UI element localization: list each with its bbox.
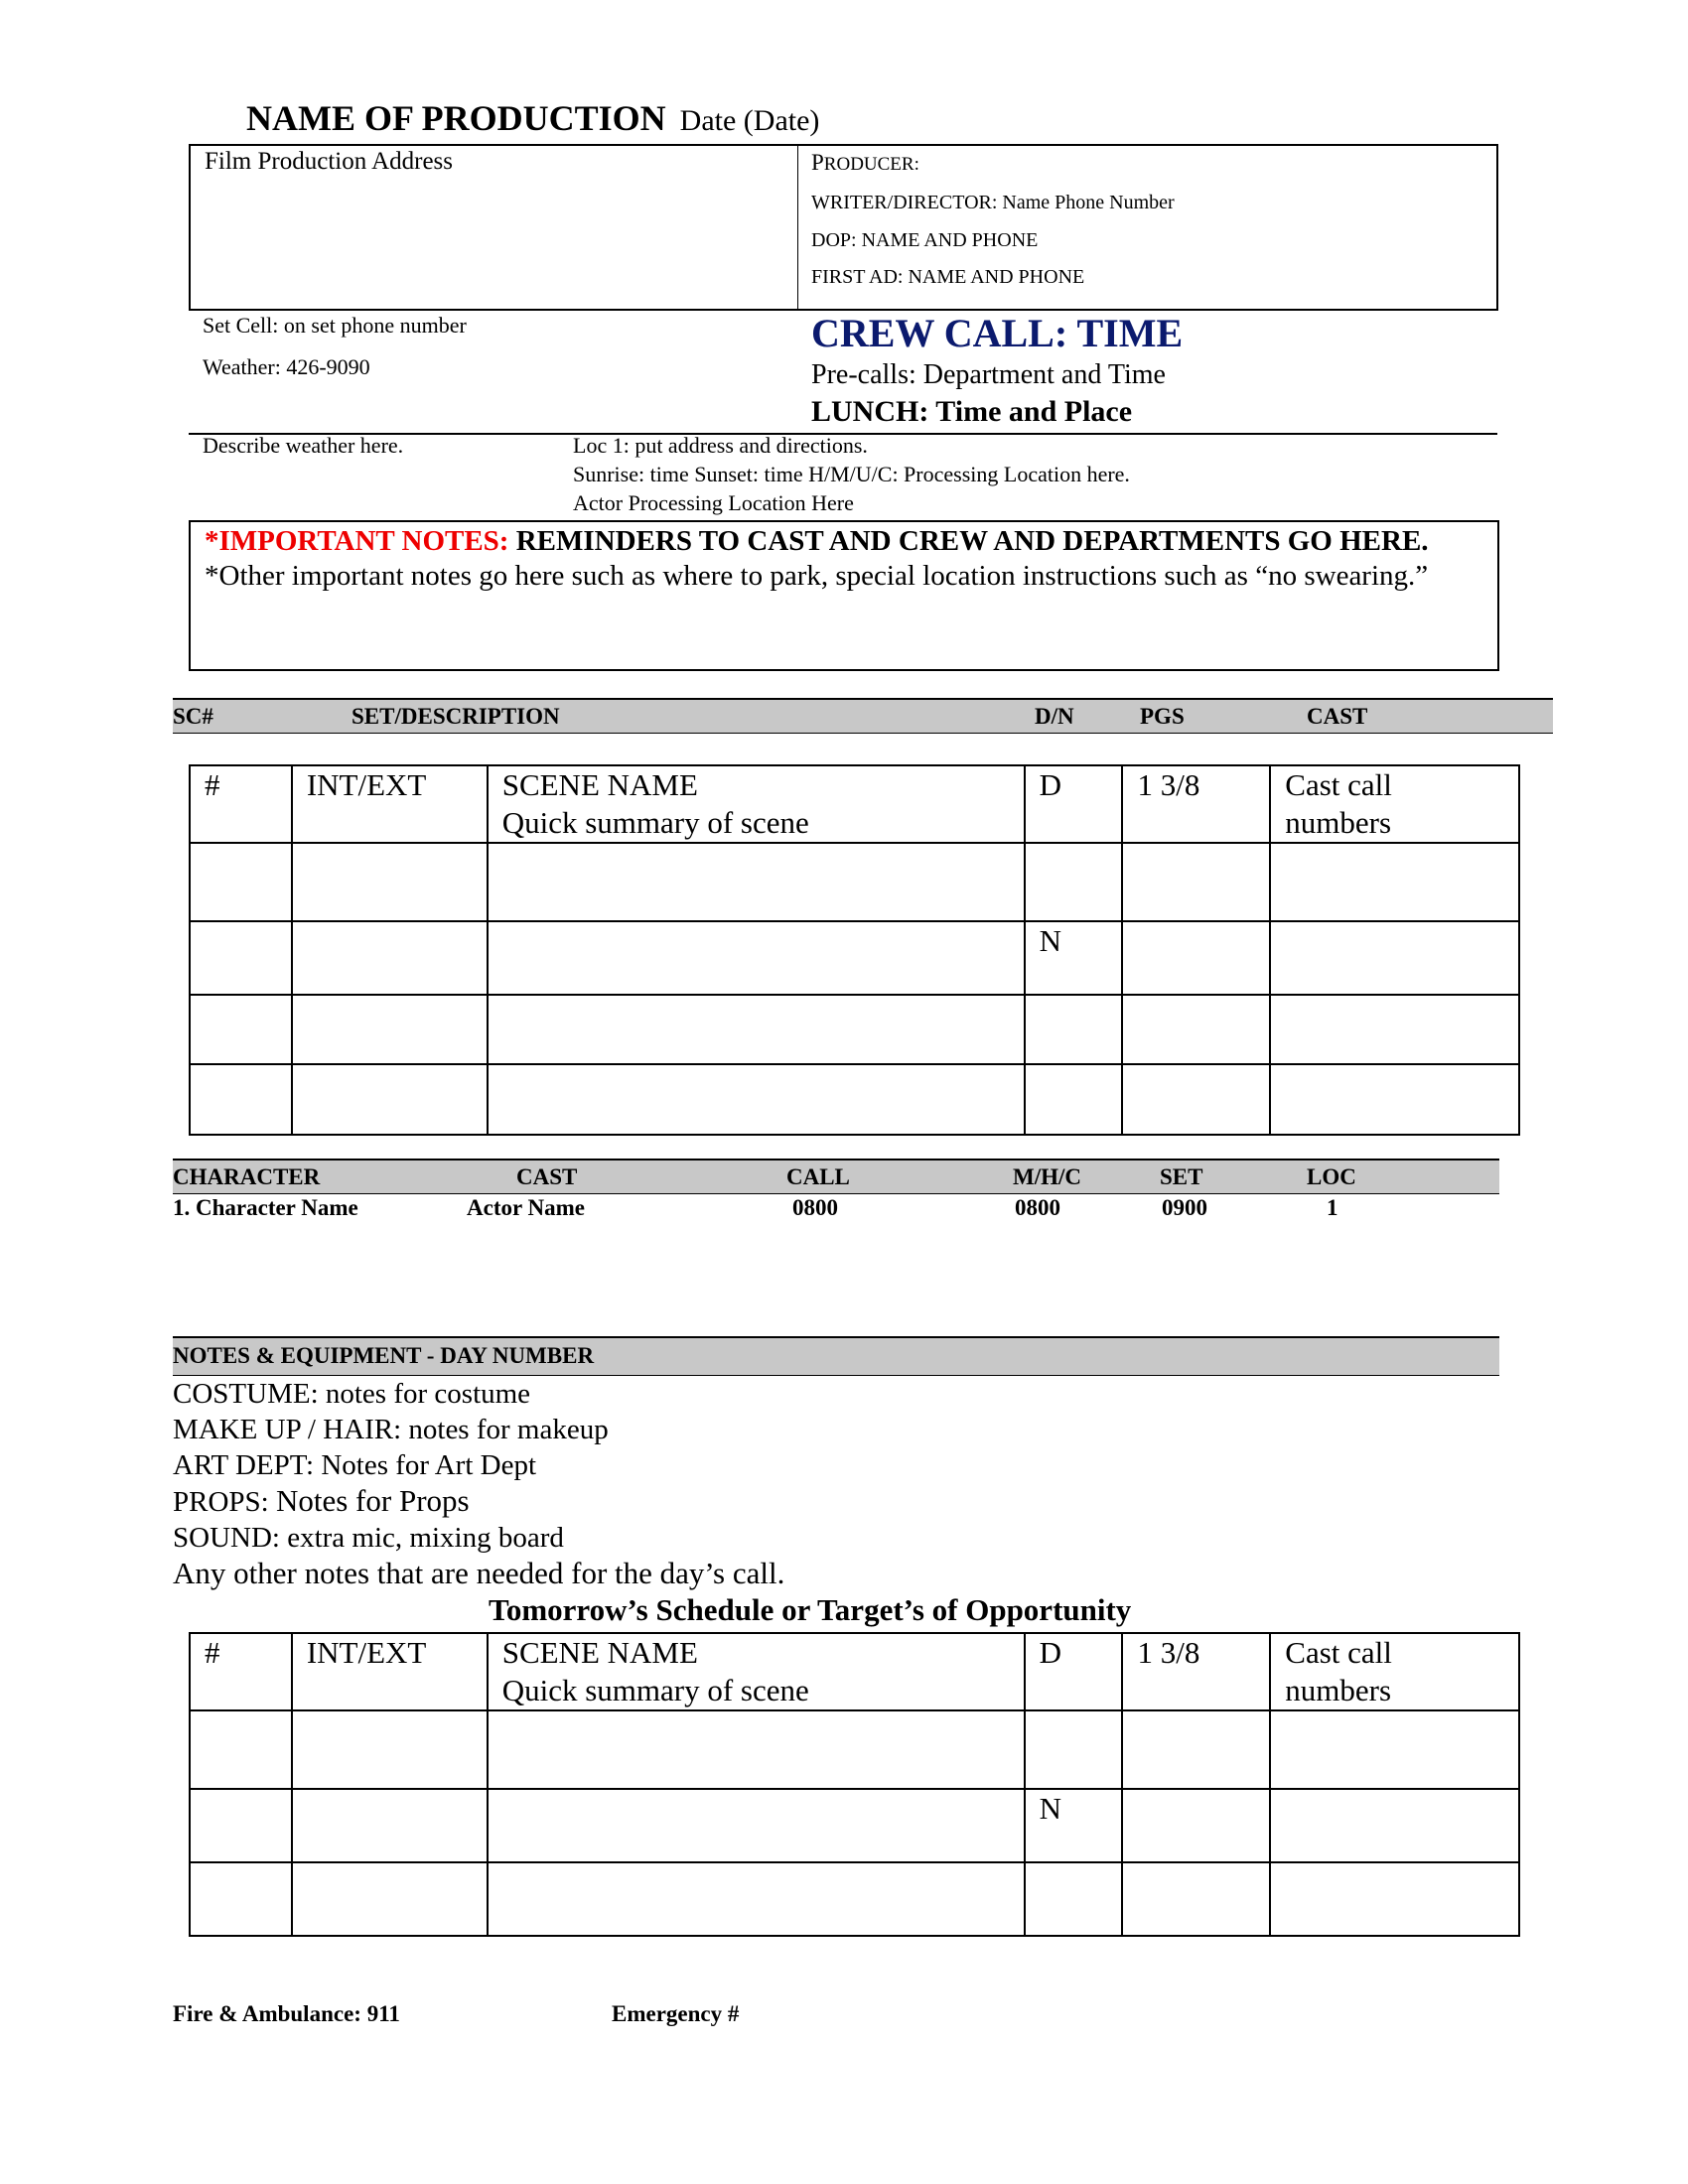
location-1: Loc 1: put address and directions. [573, 433, 868, 458]
props-notes [173, 1483, 470, 1519]
header-loc: LOC [1307, 1164, 1356, 1189]
scene-header-bar [173, 698, 1553, 734]
scene-day-night: D [1025, 765, 1123, 843]
table-row [190, 995, 1519, 1064]
mhc-time: 0800 [1015, 1195, 1060, 1220]
table-row [190, 921, 1519, 995]
scene-day-night: D [1025, 1633, 1123, 1710]
call-time: 0800 [792, 1195, 838, 1220]
header-character: CHARACTER [173, 1164, 321, 1189]
header-divider [797, 146, 798, 309]
scene-number: # [190, 1633, 292, 1710]
scene-day-night: N [1025, 921, 1123, 995]
emergency-number: Emergency # [612, 2001, 740, 2026]
location-number: 1 [1327, 1195, 1338, 1220]
weather-description: Describe weather here. [203, 433, 404, 458]
reminders-text: REMINDERS TO CAST AND CREW AND DEPARTMENTS GO HERE. [508, 525, 1429, 557]
props-value: Notes for Props [275, 1483, 470, 1518]
character-name: 1. Character Name [173, 1195, 358, 1220]
scene-number: # [190, 765, 292, 843]
production-info-box [189, 144, 1498, 311]
cast-numbers-line: numbers [1285, 805, 1392, 840]
table-row [190, 765, 1519, 843]
cast-row [173, 1195, 1499, 1225]
sound-notes: SOUND: extra mic, mixing board [173, 1522, 564, 1554]
props-label: PROPS: [173, 1486, 276, 1518]
scene-name: SCENE NAME [501, 767, 698, 802]
production-address: Film Production Address [205, 148, 454, 175]
header-dn: D/N [1035, 704, 1074, 729]
table-row [190, 843, 1519, 921]
table-row [190, 1789, 1519, 1862]
scene-pages: 1 3/8 [1122, 1633, 1270, 1710]
scene-summary: Quick summary of scene [501, 1673, 809, 1707]
scene-pages: 1 3/8 [1122, 765, 1270, 843]
cast-header-bar [173, 1159, 1499, 1194]
header-cast: CAST [1307, 704, 1368, 729]
actor-name: Actor Name [467, 1195, 585, 1220]
cast-call-line: Cast call [1285, 767, 1392, 802]
header-set-description: SET/DESCRIPTION [352, 704, 560, 729]
header-set: SET [1160, 1164, 1203, 1189]
weather-phone: Weather: 426-9090 [203, 354, 370, 379]
header-call: CALL [786, 1164, 850, 1189]
important-reminders [205, 524, 1483, 559]
table-row [190, 1064, 1519, 1135]
cast-numbers-line: numbers [1285, 1673, 1392, 1707]
production-name: NAME OF PRODUCTION [246, 98, 666, 138]
notes-header: NOTES & EQUIPMENT - DAY NUMBER [173, 1343, 595, 1368]
table-row [190, 1862, 1519, 1936]
header-sc: SC# [173, 704, 213, 729]
dop: DOP: NAME AND PHONE [811, 229, 1039, 251]
production-date: Date (Date) [679, 104, 820, 137]
scene-int-ext: INT/EXT [292, 1633, 488, 1710]
scene-cast-cell [1270, 765, 1519, 843]
pre-calls: Pre-calls: Department and Time [811, 359, 1166, 390]
lunch-info: LUNCH: Time and Place [811, 395, 1133, 428]
other-important-notes: *Other important notes go here such as where to park, special location instructions such as “no swearing.” [205, 560, 1429, 592]
header-pgs: PGS [1140, 704, 1185, 729]
scene-int-ext: INT/EXT [292, 765, 488, 843]
makeup-notes: MAKE UP / HAIR: notes for makeup [173, 1414, 609, 1445]
table-row [190, 1710, 1519, 1789]
scene-name: SCENE NAME [501, 1635, 698, 1670]
notes-header-bar [173, 1336, 1499, 1376]
sun-times: Sunrise: time Sunset: time H/M/U/C: Processing Location here. [573, 462, 1130, 486]
producer-label: PRODUCER: [811, 150, 919, 175]
set-time: 0900 [1162, 1195, 1207, 1220]
production-title [246, 97, 819, 139]
header-cast: CAST [516, 1164, 578, 1189]
scene-table [189, 764, 1520, 1136]
table-row [190, 1633, 1519, 1710]
fire-ambulance: Fire & Ambulance: 911 [173, 2001, 400, 2026]
tomorrow-scene-table [189, 1632, 1520, 1937]
scene-name-cell [488, 1633, 1025, 1710]
tomorrow-schedule-title: Tomorrow’s Schedule or Target’s of Opportunity [489, 1592, 1132, 1627]
scene-cast-cell [1270, 1633, 1519, 1710]
first-ad: FIRST AD: NAME AND PHONE [811, 266, 1085, 288]
set-cell: Set Cell: on set phone number [203, 313, 467, 338]
art-notes: ART DEPT: Notes for Art Dept [173, 1449, 536, 1481]
scene-summary: Quick summary of scene [501, 805, 809, 840]
scene-name-cell [488, 765, 1025, 843]
important-notes-box [189, 520, 1499, 671]
header-mhc: M/H/C [1013, 1164, 1081, 1189]
crew-call-time: CREW CALL: TIME [811, 311, 1184, 355]
scene-day-night: N [1025, 1789, 1123, 1862]
costume-notes: COSTUME: notes for costume [173, 1378, 531, 1410]
actor-processing: Actor Processing Location Here [573, 490, 854, 515]
important-label: *IMPORTANT NOTES: [205, 525, 509, 557]
other-notes: Any other notes that are needed for the day’s call. [173, 1556, 785, 1590]
writer-director: WRITER/DIRECTOR: Name Phone Number [811, 192, 1175, 213]
cast-call-line: Cast call [1285, 1635, 1392, 1670]
